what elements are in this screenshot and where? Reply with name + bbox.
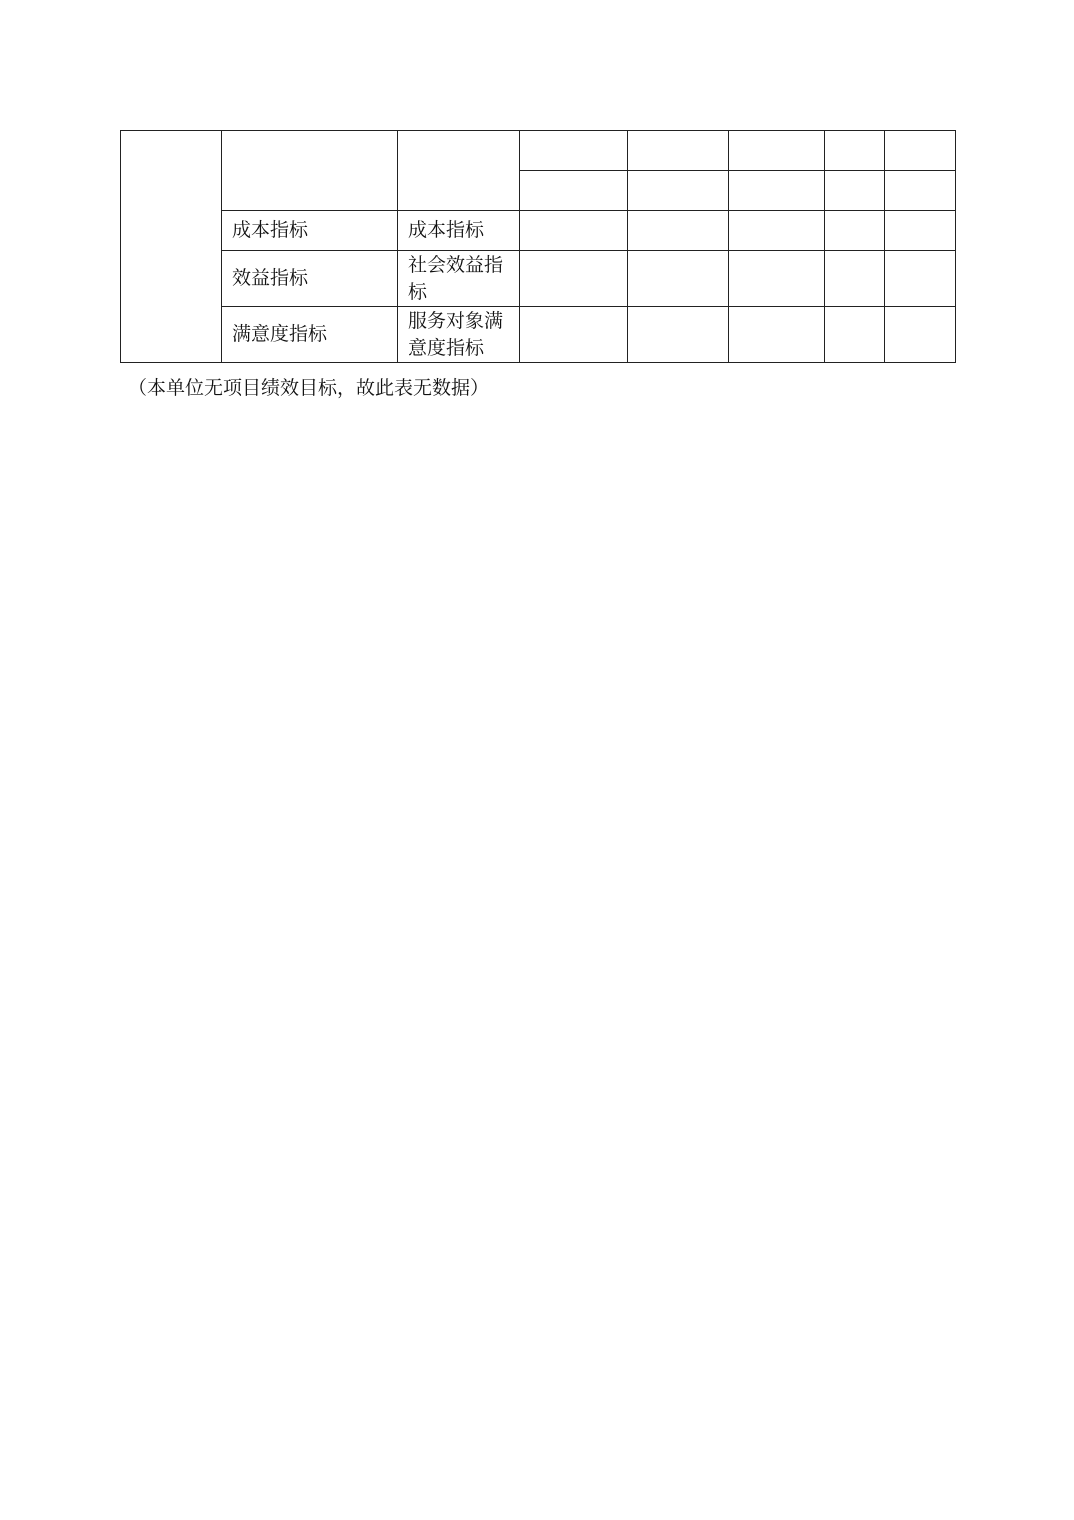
table-cell xyxy=(520,251,628,307)
table-cell xyxy=(628,251,729,307)
table-cell xyxy=(825,251,885,307)
table-cell xyxy=(825,131,885,171)
table-cell xyxy=(628,307,729,363)
table-row xyxy=(121,211,956,251)
level2-indicator-cell xyxy=(222,131,398,211)
table-cell xyxy=(628,171,729,211)
table-cell xyxy=(825,211,885,251)
level2-indicator-cell: 效益指标 xyxy=(222,251,398,307)
table-cell xyxy=(520,307,628,363)
level2-indicator-cell: 满意度指标 xyxy=(222,307,398,363)
table-cell xyxy=(729,251,825,307)
table-cell xyxy=(520,211,628,251)
table-cell xyxy=(520,131,628,171)
table-cell xyxy=(729,211,825,251)
table-row xyxy=(121,251,956,307)
table-cell xyxy=(885,211,956,251)
level2-indicator-cell: 成本指标 xyxy=(222,211,398,251)
table-cell xyxy=(729,171,825,211)
table-row xyxy=(121,131,956,171)
table-cell xyxy=(885,131,956,171)
no-data-note: （本单位无项目绩效目标，故此表无数据） xyxy=(128,377,490,399)
table-cell xyxy=(628,131,729,171)
level1-indicator-cell xyxy=(121,131,222,363)
table-cell xyxy=(729,131,825,171)
table-cell xyxy=(885,251,956,307)
performance-indicator-table xyxy=(120,130,956,363)
table-row xyxy=(121,307,956,363)
table-cell xyxy=(520,171,628,211)
level3-indicator-cell: 服务对象满意度指标 xyxy=(398,307,520,363)
table-cell xyxy=(825,307,885,363)
table-cell xyxy=(729,307,825,363)
table-cell xyxy=(825,171,885,211)
level3-indicator-cell: 社会效益指标 xyxy=(398,251,520,307)
level3-indicator-cell xyxy=(398,131,520,211)
table-cell xyxy=(885,307,956,363)
table-cell xyxy=(885,171,956,211)
level3-indicator-cell: 成本指标 xyxy=(398,211,520,251)
table-cell xyxy=(628,211,729,251)
